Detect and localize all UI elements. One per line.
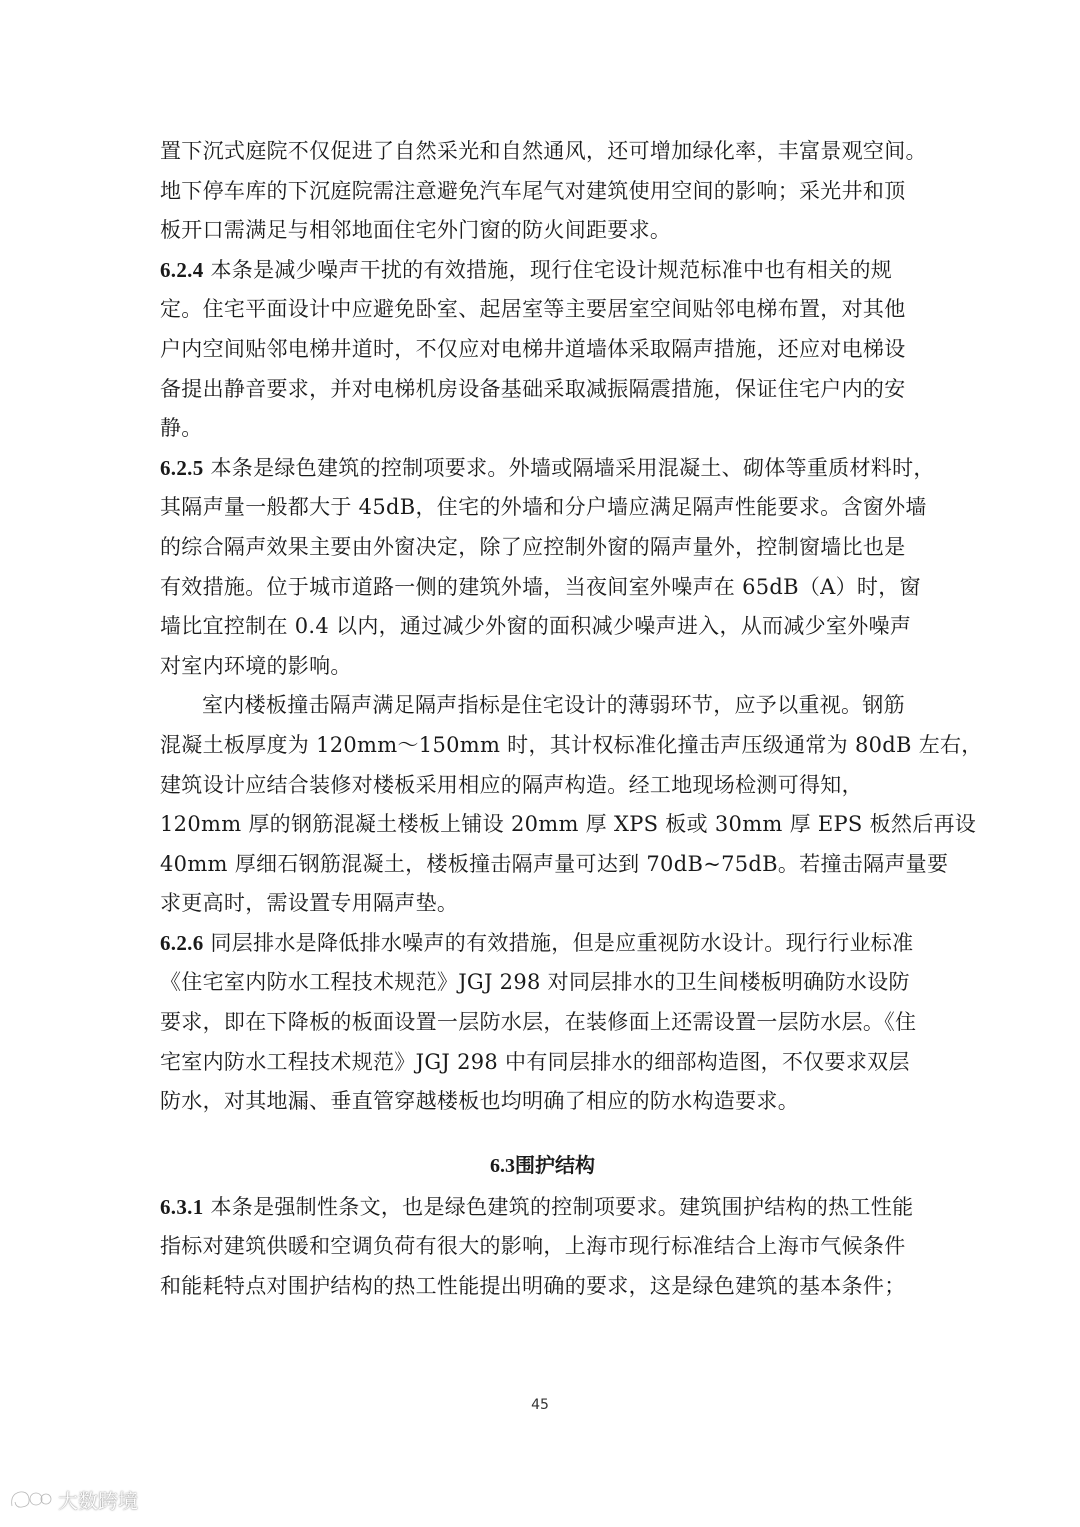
clause-number: 6.3.1 [160, 1194, 204, 1219]
paragraph-continuation [160, 132, 925, 251]
watermark-text: 大数跨境 [58, 1488, 138, 1513]
text-line: 120mm 厚的钢筋混凝土楼板上铺设 20mm 厚 XPS 板或 30mm 厚 EPS 板然后再设 [160, 812, 977, 837]
text-line: 置下沉式庭院不仅促进了自然采光和自然通风，还可增加绿化率，丰富景观空间。 [160, 139, 927, 163]
brand-logo-icon [8, 1486, 52, 1512]
section-heading [160, 1142, 925, 1188]
text-line: 墙比宜控制在 0.4 以内，通过减少外窗的面积减少噪声进入，从而减少室外噪声 [160, 614, 912, 639]
text-line: 求更高时，需设置专用隔声垫。 [160, 891, 459, 916]
clause-number: 6.2.6 [160, 930, 204, 955]
text-line: 静。 [160, 416, 203, 441]
clause-text: 本条是绿色建筑的控制项要求。外墙或隔墙采用混凝土、砌体等重质材料时， [210, 455, 935, 480]
text-line: 对室内环境的影响。 [160, 653, 352, 678]
text-line: 地下停车库的下沉庭院需注意避免汽车尾气对建筑使用空间的影响；采光井和顶 [160, 178, 906, 203]
clause-text: 本条是强制性条文，也是绿色建筑的控制项要求。建筑围护结构的热工性能 [210, 1194, 914, 1219]
text-line: 建筑设计应结合装修对楼板采用相应的隔声构造。经工地现场检测可得知， [160, 772, 863, 797]
text-line: 要求，即在下降板的板面设置一层防水层，在装修面上还需设置一层防水层。《住 [160, 1010, 917, 1035]
clause-6-3-1 [160, 1188, 925, 1307]
text-line: 和能耗特点对围护结构的热工性能提出明确的要求，这是绿色建筑的基本条件； [160, 1274, 906, 1299]
text-line: 定。住宅平面设计中应避免卧室、起居室等主要居室空间贴邻电梯布置，对其他 [160, 297, 906, 322]
page-number: 45 [531, 1397, 549, 1413]
text-line [160, 1188, 925, 1228]
text-line: 的综合隔声效果主要由外窗决定，除了应控制外窗的隔声量外，控制窗墙比也是 [160, 534, 906, 559]
text-line: 户内空间贴邻电梯井道时，不仅应对电梯井道墙体采取隔声措施，还应对电梯设 [160, 336, 906, 361]
text-line: 有效措施。位于城市道路一侧的建筑外墙，当夜间室外噪声在 65dB（A）时，窗 [160, 574, 921, 599]
text-line: 宅室内防水工程技术规范》JGJ 298 中有同层排水的细部构造图，不仅要求双层 [160, 1049, 910, 1074]
text-line: 板开口需满足与相邻地面住宅外门窗的防火间距要求。 [160, 218, 672, 243]
text-line: 《住宅室内防水工程技术规范》JGJ 298 对同层排水的卫生间楼板明确防水设防 [160, 970, 910, 995]
text-line: 混凝土板厚度为 120mm～150mm 时，其计权标准化撞击声压级通常为 80dB 左右， [160, 732, 983, 757]
text-line: 备提出静音要求，并对电梯机房设备基础采取减振隔震措施，保证住宅户内的安 [160, 376, 906, 401]
text-line: 指标对建筑供暖和空调负荷有很大的影响，上海市现行标准结合上海市气候条件 [160, 1234, 906, 1259]
text-line: 其隔声量一般都大于 45dB，住宅的外墙和分户墙应满足隔声性能要求。含窗外墙 [160, 495, 927, 520]
clause-text: 同层排水是降低排水噪声的有效措施，但是应重视防水设计。现行行业标准 [210, 930, 914, 955]
clause-number: 6.2.4 [160, 257, 204, 282]
text-line: 室内楼板撞击隔声满足隔声指标是住宅设计的薄弱环节，应予以重视。钢筋 [202, 693, 905, 718]
clause-6-2-6 [160, 924, 925, 1122]
section-title: 围护结构 [515, 1152, 595, 1177]
section-number: 6.3 [490, 1154, 515, 1177]
text-line: 40mm 厚细石钢筋混凝土，楼板撞击隔声量可达到 70dB~75dB。若撞击隔声量要 [160, 851, 949, 876]
text-line [160, 449, 935, 489]
document-body [160, 132, 983, 1307]
clause-number: 6.2.5 [160, 455, 204, 480]
text-line [160, 251, 925, 291]
watermark [8, 1483, 138, 1515]
text-line: 防水，对其地漏、垂直管穿越楼板也均明确了相应的防水构造要求。 [160, 1089, 799, 1114]
clause-text: 本条是减少噪声干扰的有效措施，现行住宅设计规范标准中也有相关的规 [210, 257, 893, 282]
clause-6-2-4 [160, 251, 925, 449]
clause-6-2-5 [160, 449, 983, 924]
text-line [160, 924, 925, 964]
